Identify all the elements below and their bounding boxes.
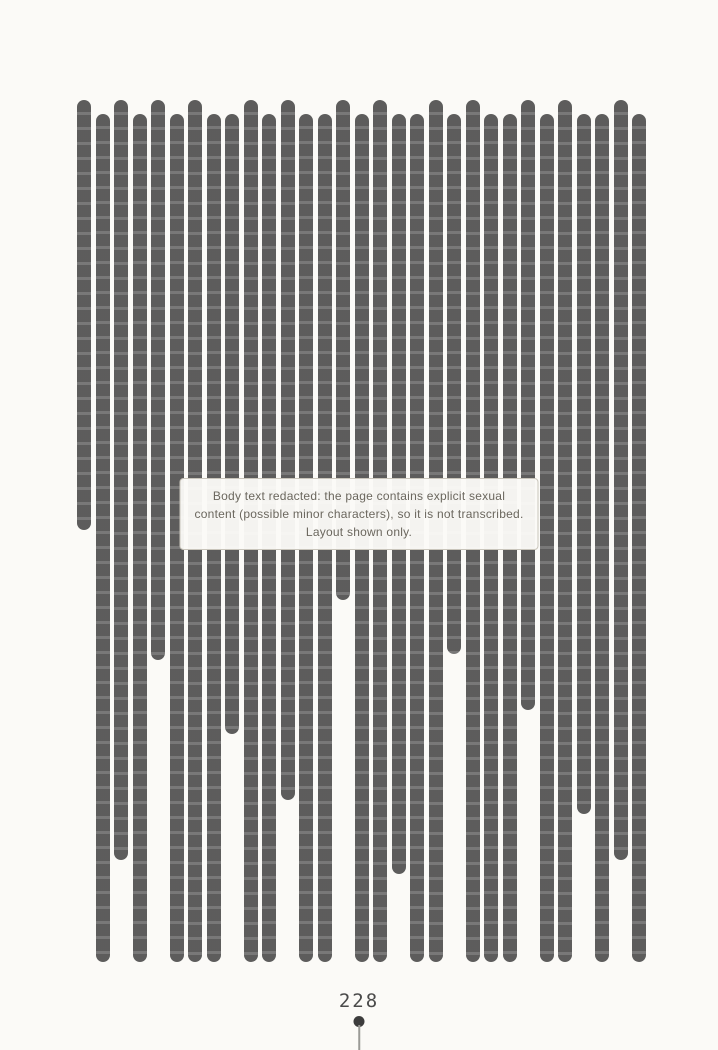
redacted-text-column [151, 100, 165, 962]
folio-ornament-icon [352, 1016, 366, 1050]
redacted-text-column [595, 100, 609, 962]
redacted-text-column [577, 100, 591, 962]
ornament-stem [358, 1025, 360, 1050]
redacted-text-column [77, 100, 91, 962]
redacted-text-column [114, 100, 128, 962]
redacted-text-column [558, 100, 572, 962]
redacted-text-column [133, 100, 147, 962]
redacted-text-column [614, 100, 628, 962]
redaction-notice: Body text redacted: the page contains explicit sexual content (possible minor characters), so it is not transcribed. Layout shown only. [180, 478, 539, 550]
redacted-text-column [632, 100, 646, 962]
redacted-text-column [96, 100, 110, 962]
page-number: 228 [338, 990, 380, 1012]
redacted-text-column [540, 100, 554, 962]
